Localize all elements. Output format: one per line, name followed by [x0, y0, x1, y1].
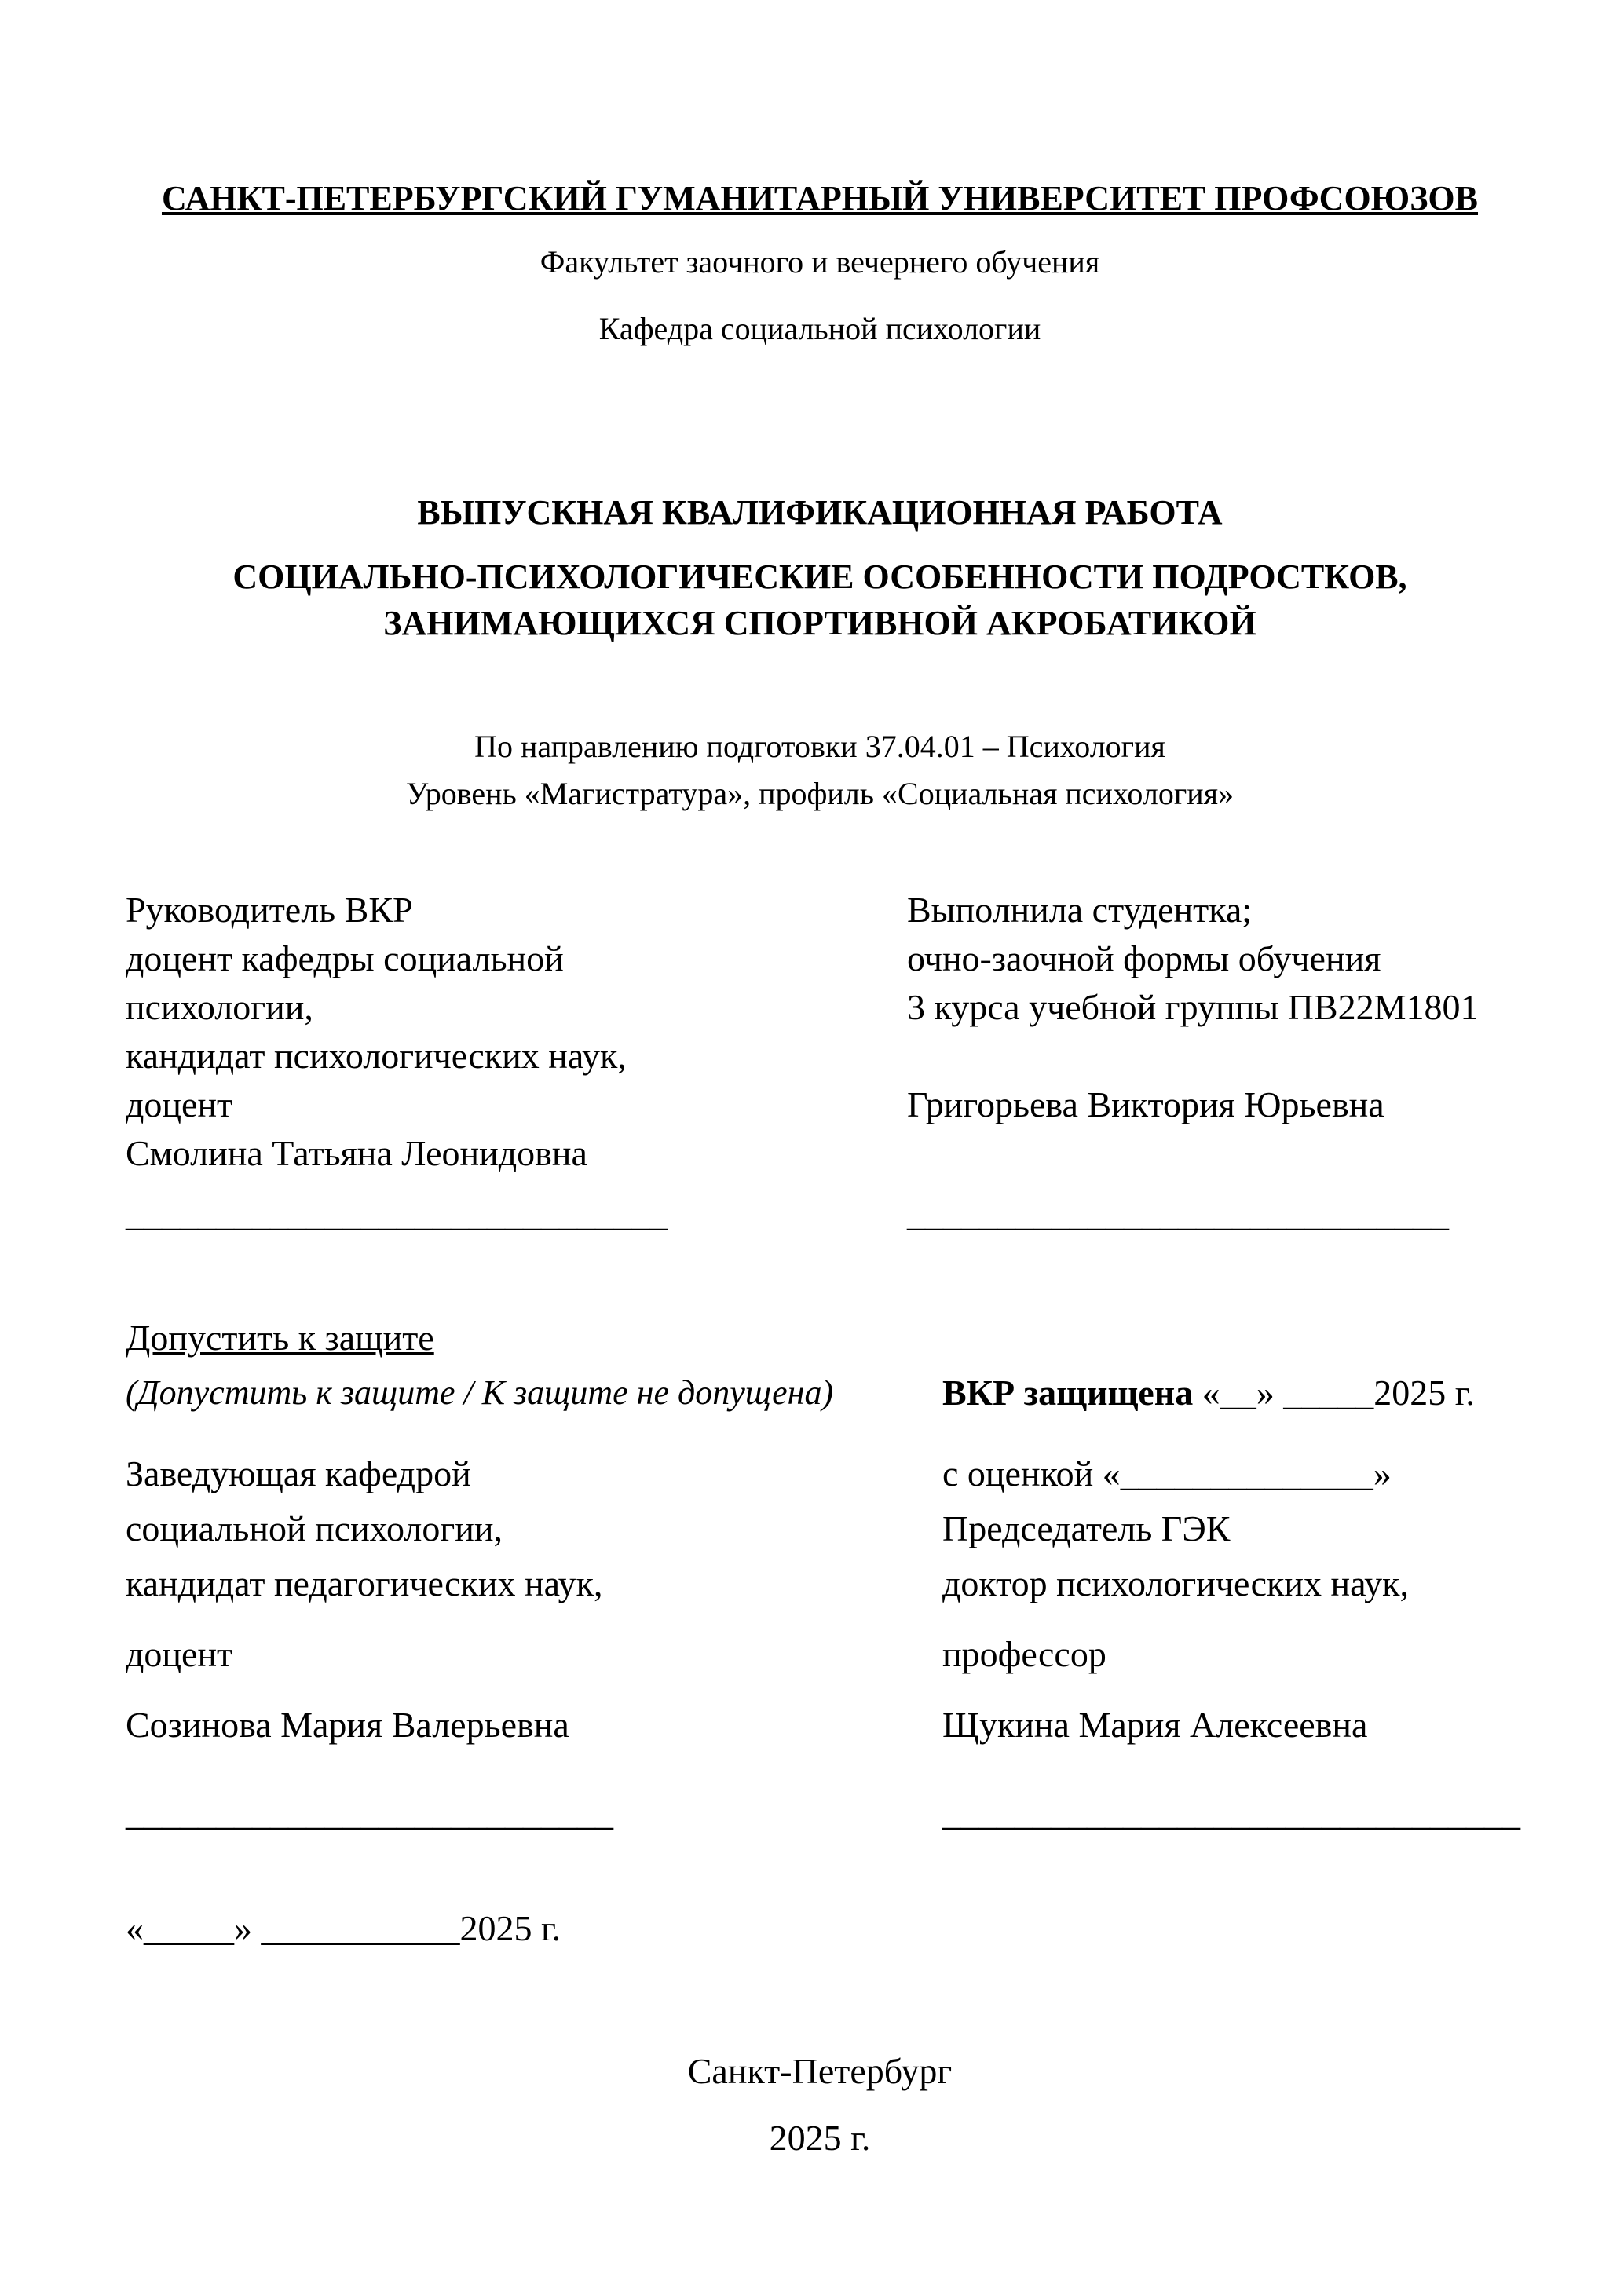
grade-line: с оценкой «______________» — [942, 1453, 1392, 1493]
two-column-row — [126, 886, 1514, 934]
level-profile-line: Уровень «Магистратура», профиль «Социальная психология» — [405, 776, 1234, 811]
two-column-row — [126, 1556, 1514, 1611]
gek-chair-signature-line: ________________________________ — [942, 1793, 1520, 1833]
city-line: Санкт-Петербург — [687, 2051, 953, 2091]
supervisor-line: психологии, — [126, 987, 313, 1027]
gek-chair-line: профессор — [942, 1634, 1106, 1674]
admission-heading — [126, 1311, 942, 1366]
faculty-name: Факультет заочного и вечернего обучения — [540, 244, 1100, 280]
defended-label: ВКР защищена — [942, 1373, 1194, 1413]
defended-date-blanks: «__» _____2025 г. — [1193, 1373, 1475, 1413]
date-blank-line: «_____» ___________2025 г. — [126, 1908, 561, 1948]
supervisor-line: доцент — [126, 1084, 233, 1124]
signature-row — [126, 1786, 1520, 1841]
work-type-heading: ВЫПУСКНАЯ КВАЛИФИКАЦИОННАЯ РАБОТА — [417, 493, 1223, 532]
department-name: Кафедра социальной психологии — [598, 311, 1041, 346]
head-of-department-line: кандидат педагогических наук, — [126, 1563, 603, 1603]
empty-cell — [907, 1032, 1514, 1080]
empty-cell — [942, 1311, 1514, 1366]
defense-result-line — [942, 1366, 1514, 1420]
two-column-row — [126, 1627, 1514, 1682]
two-column-row — [126, 1080, 1514, 1129]
supervisor-role-line: Руководитель ВКР — [126, 890, 413, 930]
two-column-row — [126, 1032, 1514, 1080]
two-column-row — [126, 983, 1514, 1032]
university-name: САНКТ-ПЕТЕРБУРГСКИЙ ГУМАНИТАРНЫЙ УНИВЕРСИТЕТ ПРОФСОЮЗОВ — [161, 179, 1479, 218]
student-name: Григорьева Виктория Юрьевна — [907, 1084, 1384, 1124]
supervisor-signature-line: ______________________________ — [126, 1194, 668, 1234]
supervisor-line: доцент кафедры социальной — [126, 938, 564, 978]
study-direction-block — [126, 723, 1514, 817]
two-column-row — [126, 1129, 1514, 1178]
student-signature-line: ______________________________ — [907, 1194, 1449, 1234]
admission-heading-text: Допустить к защите — [126, 1318, 434, 1358]
head-of-department-line: социальной психологии, — [126, 1508, 503, 1548]
two-column-row — [126, 1698, 1514, 1753]
admission-defense-section — [126, 1311, 1520, 1841]
supervisor-line: кандидат психологических наук, — [126, 1036, 627, 1076]
student-line: 3 курса учебной группы ПВ22М1801 — [907, 987, 1479, 1027]
two-column-row — [126, 1501, 1514, 1556]
head-of-department-line: Заведующая кафедрой — [126, 1453, 471, 1493]
gek-chair-name: Щукина Мария Алексеевна — [942, 1705, 1368, 1745]
gek-chair-line: доктор психологических наук, — [942, 1563, 1410, 1603]
gek-chair-line: Председатель ГЭК — [942, 1508, 1231, 1548]
empty-cell — [907, 1129, 1514, 1178]
head-of-department-line: доцент — [126, 1634, 233, 1674]
head-of-department-signature-line: ___________________________ — [126, 1793, 613, 1833]
supervisor-student-section — [126, 886, 1514, 1238]
student-role-line: Выполнила студентка; — [907, 890, 1253, 930]
supervisor-name: Смолина Татьяна Леонидовна — [126, 1133, 587, 1173]
two-column-row — [126, 1366, 1514, 1420]
two-column-row — [126, 1311, 1514, 1366]
head-of-department-name: Созинова Мария Валерьевна — [126, 1705, 569, 1745]
year-line: 2025 г. — [769, 2118, 871, 2158]
two-column-row — [126, 934, 1514, 983]
two-column-row — [126, 1446, 1514, 1501]
thesis-title: СОЦИАЛЬНО-ПСИХОЛОГИЧЕСКИЕ ОСОБЕННОСТИ ПОДРОСТКОВ, ЗАНИМАЮЩИХСЯ СПОРТИВНОЙ АКРОБАТИКОЙ — [232, 558, 1407, 642]
admission-note: (Допустить к защите / К защите не допущена) — [126, 1373, 834, 1412]
signature-row — [126, 1190, 1514, 1238]
direction-line: По направлению подготовки 37.04.01 – Психология — [474, 729, 1165, 764]
student-line: очно-заочной формы обучения — [907, 938, 1381, 978]
